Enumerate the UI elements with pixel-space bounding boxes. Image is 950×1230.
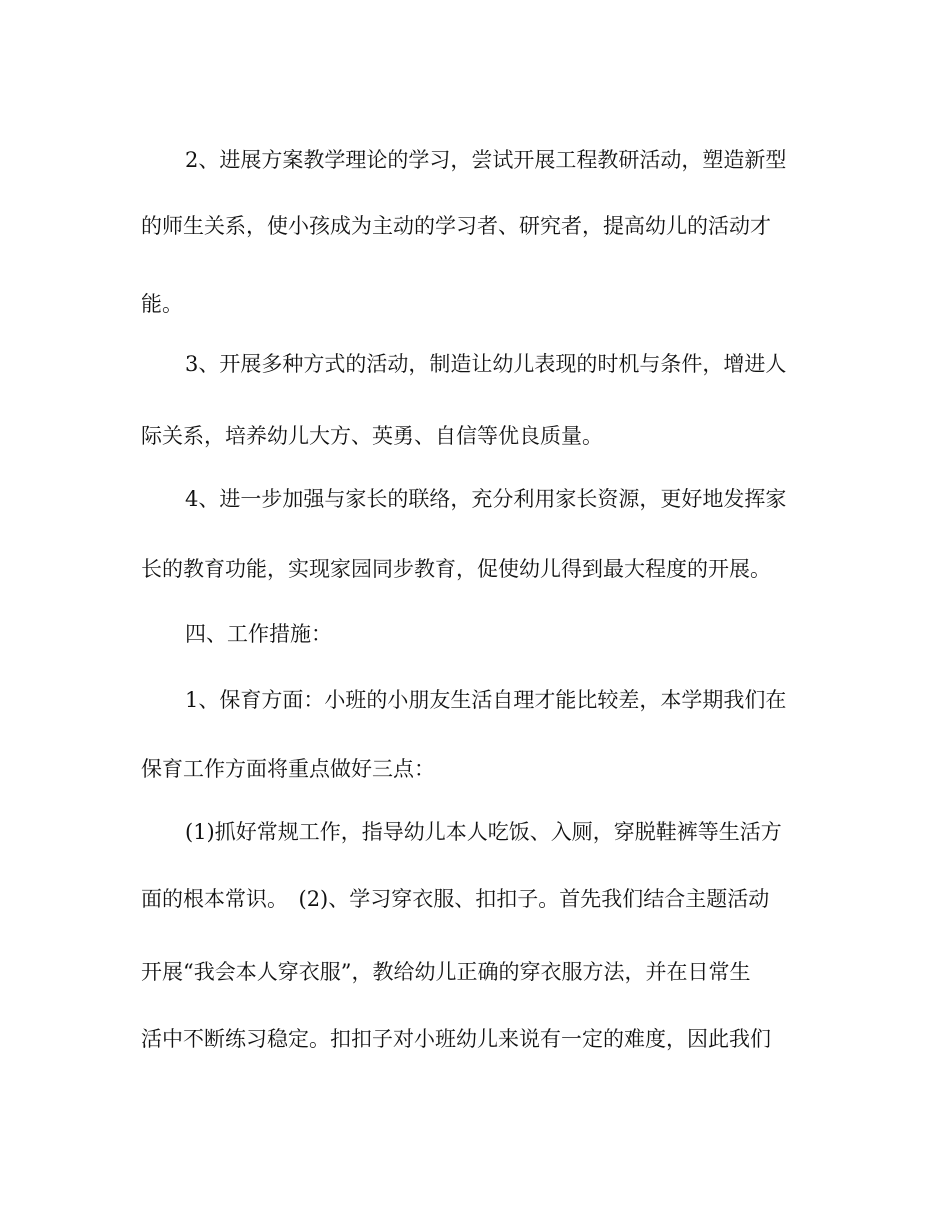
text-line: 际关系，培养幼儿大方、英勇、自信等优良质量。 — [141, 424, 603, 448]
text-line: (1)抓好常规工作，指导幼儿本人吃饭、入厕，穿脱鞋裤等生活方 — [185, 820, 782, 844]
text-line: 活中不断练习稳定。扣扣子对小班幼儿来说有一定的难度，因此我们 — [141, 1027, 771, 1051]
text-line: 面的根本常识。 (2)、学习穿衣服、扣扣子。首先我们结合主题活动 — [141, 887, 770, 911]
text-line: 保育工作方面将重点做好三点： — [141, 757, 435, 781]
section-heading: 四、工作措施： — [185, 622, 332, 646]
text-line: 1、保育方面：小班的小朋友生活自理才能比较差，本学期我们在 — [185, 688, 787, 712]
text-line: 长的教育功能，实现家园同步教育，促使幼儿得到最大程度的开展。 — [141, 557, 771, 581]
text-line: 3、开展多种方式的活动，制造让幼儿表现的时机与条件，增进人 — [185, 352, 787, 376]
text-line: 2、进展方案教学理论的学习，尝试开展工程教研活动，塑造新型 — [185, 148, 787, 172]
text-line: 的师生关系，使小孩成为主动的学习者、研究者，提高幼儿的活动才 — [141, 214, 771, 238]
text-line: 能。 — [141, 292, 183, 316]
text-line: 4、进一步加强与家长的联络，充分利用家长资源，更好地发挥家 — [185, 487, 787, 511]
text-line: 开展“我会本人穿衣服”，教给幼儿正确的穿衣服方法，并在日常生 — [141, 960, 751, 984]
